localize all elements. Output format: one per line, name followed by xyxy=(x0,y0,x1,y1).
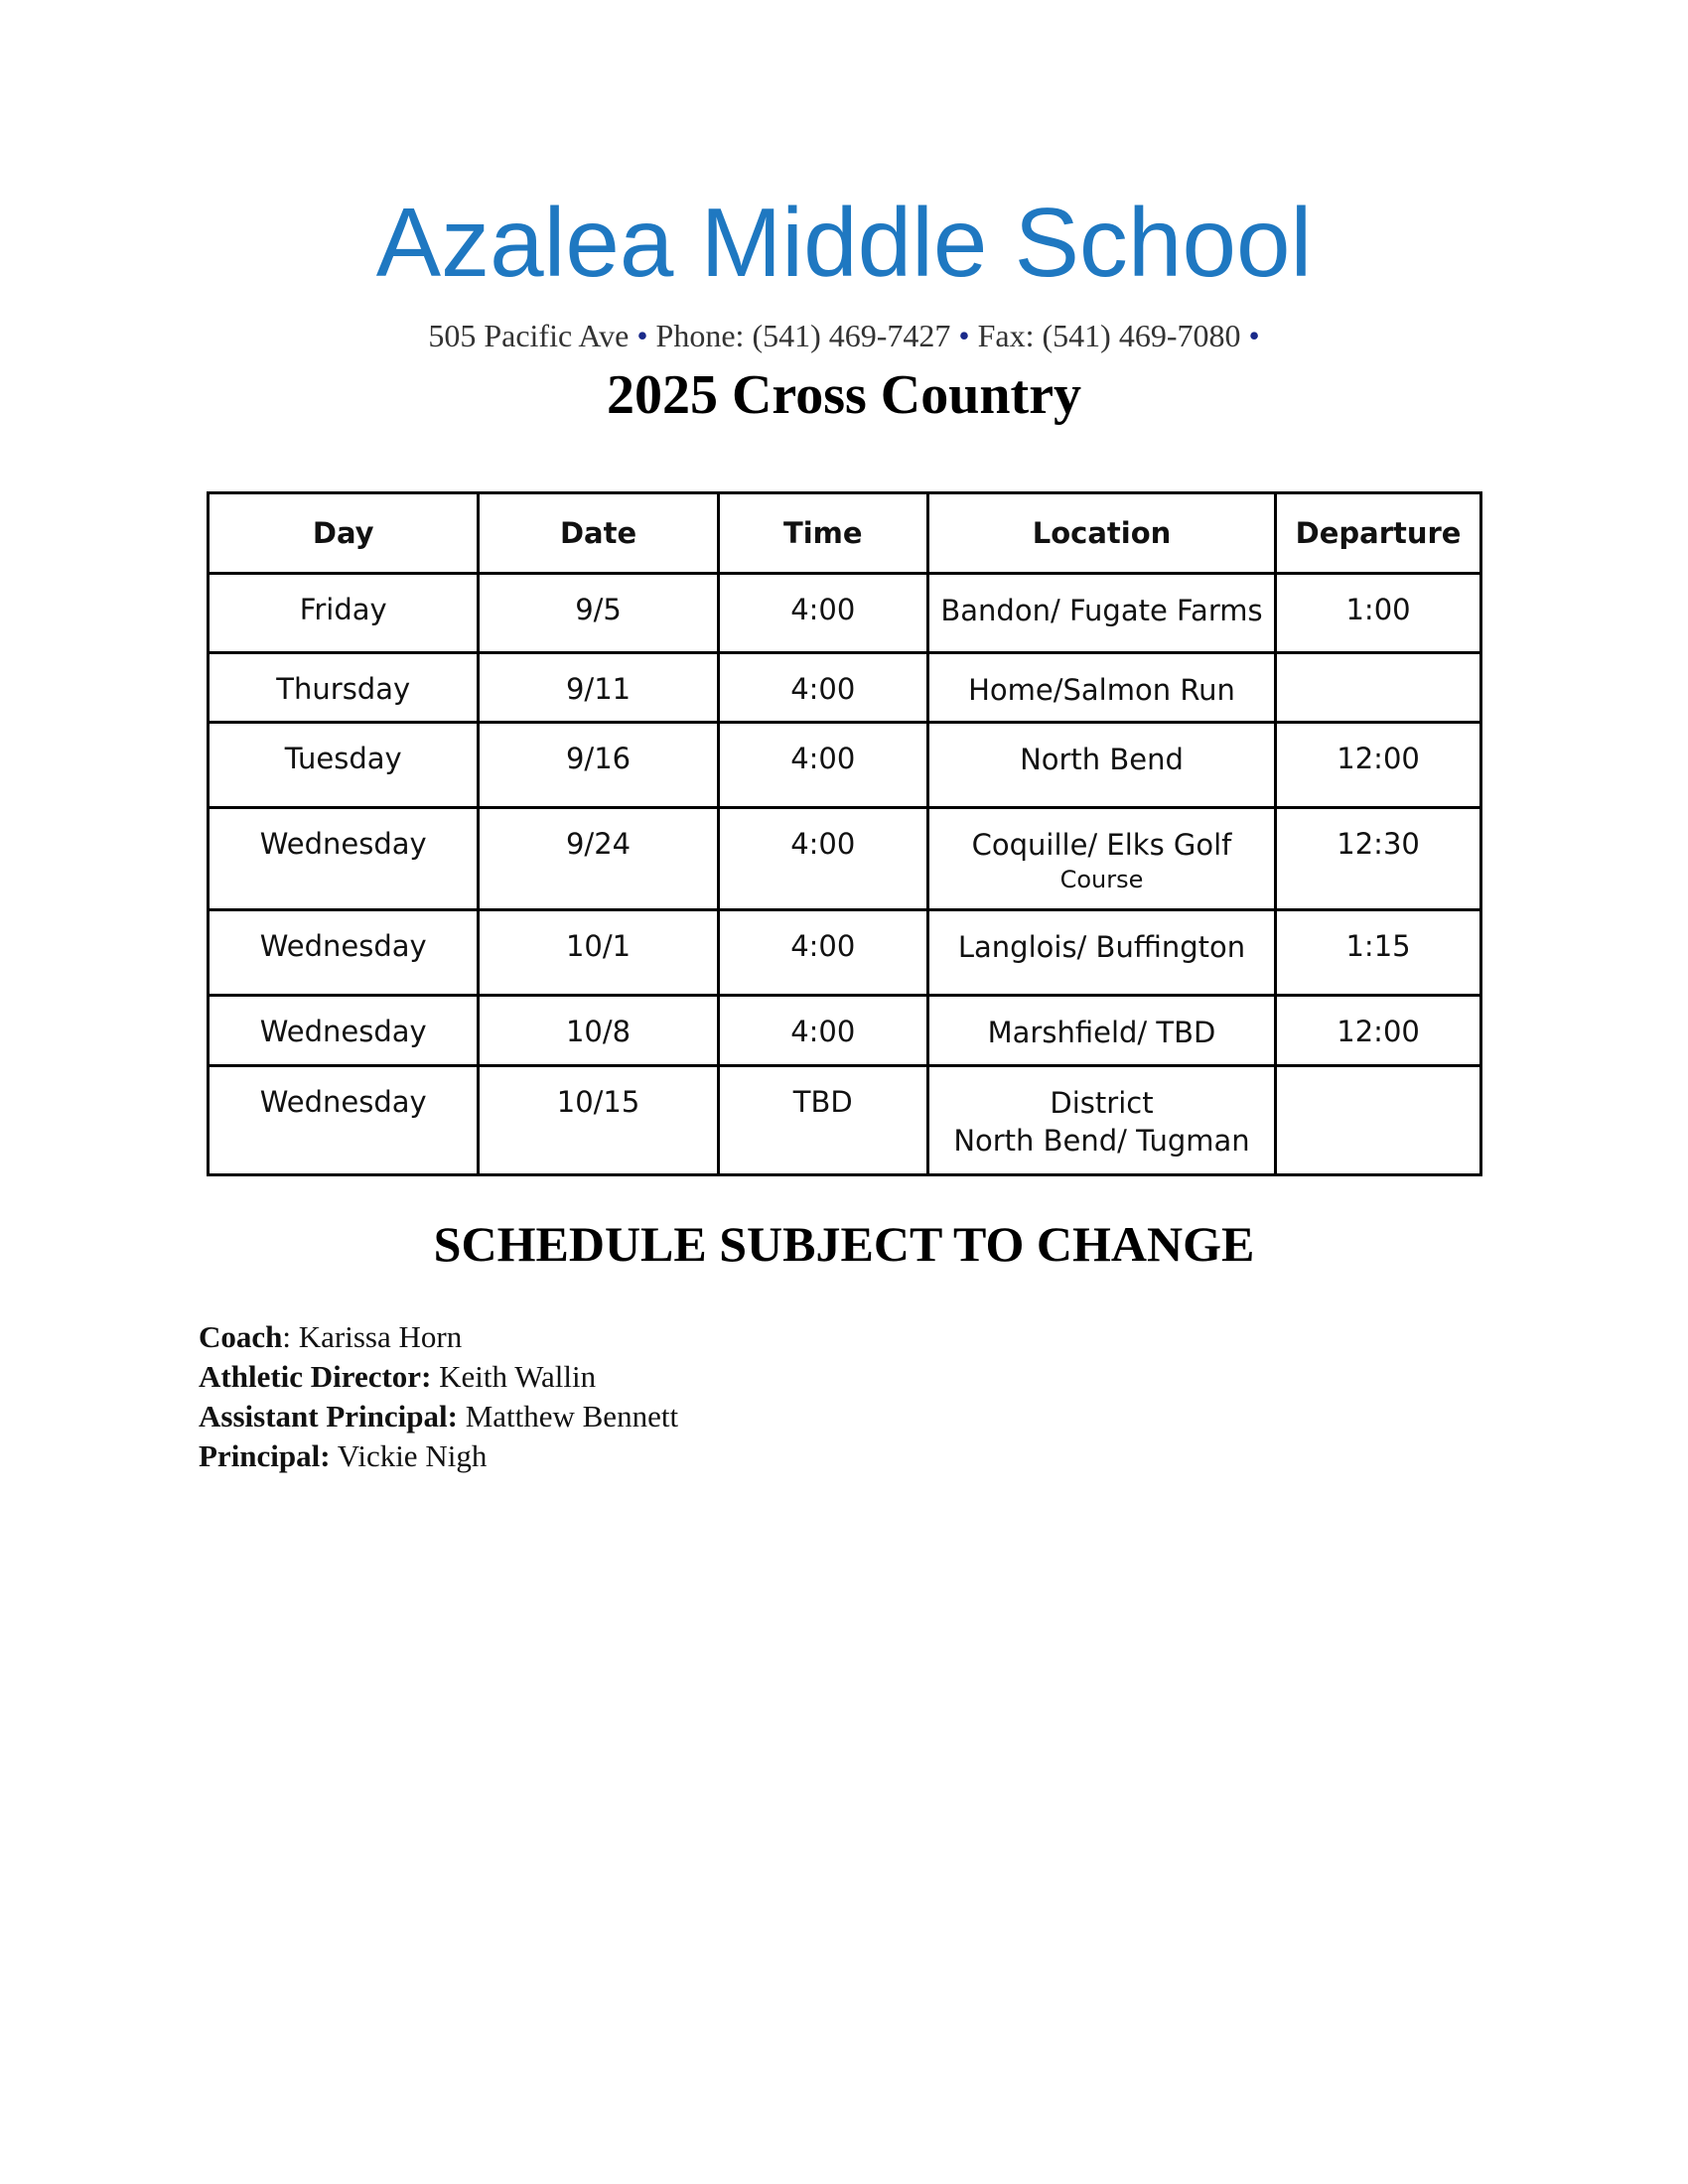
location-line: North Bend xyxy=(1020,743,1184,776)
cell-location xyxy=(927,574,1275,653)
staff-name: Keith Wallin xyxy=(431,1359,597,1394)
staff-label: Assistant Principal: xyxy=(199,1399,458,1433)
table-row xyxy=(209,910,1481,996)
location-line: Home/Salmon Run xyxy=(968,673,1235,707)
staff-line-assistant-principal xyxy=(199,1397,678,1436)
staff-name: Vickie Nigh xyxy=(330,1438,488,1473)
cell-time: 4:00 xyxy=(718,910,927,996)
table-row xyxy=(209,723,1481,808)
cell-departure xyxy=(1276,653,1481,723)
cell-departure: 12:00 xyxy=(1276,723,1481,808)
column-header-departure: Departure xyxy=(1276,493,1481,574)
staff-list xyxy=(199,1317,678,1476)
location-line: Coquille/ Elks Golf xyxy=(971,828,1232,862)
column-header-day: Day xyxy=(209,493,479,574)
separator-dot: • xyxy=(636,318,648,353)
staff-label: Coach xyxy=(199,1319,283,1354)
staff-name: Matthew Bennett xyxy=(457,1399,679,1433)
cell-day: Friday xyxy=(209,574,479,653)
table-row xyxy=(209,574,1481,653)
schedule-table xyxy=(207,491,1482,1176)
cell-day: Tuesday xyxy=(209,723,479,808)
location-line: District xyxy=(1050,1086,1154,1120)
cell-day: Wednesday xyxy=(209,808,479,910)
cell-location xyxy=(927,723,1275,808)
document-title: 2025 Cross Country xyxy=(606,364,1082,426)
cell-day: Wednesday xyxy=(209,1066,479,1175)
address-text: 505 Pacific Ave xyxy=(428,318,630,353)
cell-date: 10/8 xyxy=(479,996,718,1066)
staff-label: Principal: xyxy=(199,1438,331,1473)
table-row xyxy=(209,653,1481,723)
cell-time: 4:00 xyxy=(718,808,927,910)
cell-date: 9/24 xyxy=(479,808,718,910)
cell-departure: 12:00 xyxy=(1276,996,1481,1066)
table-header-row xyxy=(209,493,1481,574)
cell-day: Wednesday xyxy=(209,910,479,996)
location-line: Marshfield/ TBD xyxy=(987,1016,1216,1049)
phone-text: Phone: (541) 469-7427 xyxy=(655,318,951,353)
cell-location xyxy=(927,996,1275,1066)
table-row xyxy=(209,996,1481,1066)
cell-time: 4:00 xyxy=(718,996,927,1066)
table-row xyxy=(209,808,1481,910)
staff-line-athletic-director xyxy=(199,1357,678,1397)
staff-line-coach xyxy=(199,1317,678,1357)
cell-departure: 12:30 xyxy=(1276,808,1481,910)
staff-separator: : xyxy=(282,1319,292,1354)
column-header-location: Location xyxy=(927,493,1275,574)
cell-date: 9/5 xyxy=(479,574,718,653)
cell-time: TBD xyxy=(718,1066,927,1175)
staff-line-principal xyxy=(199,1436,678,1476)
cell-date: 10/15 xyxy=(479,1066,718,1175)
schedule-notice: SCHEDULE SUBJECT TO CHANGE xyxy=(433,1216,1255,1272)
staff-name: Karissa Horn xyxy=(291,1319,463,1354)
cell-location xyxy=(927,653,1275,723)
cell-departure xyxy=(1276,1066,1481,1175)
cell-time: 4:00 xyxy=(718,574,927,653)
column-header-date: Date xyxy=(479,493,718,574)
fax-text: Fax: (541) 469-7080 xyxy=(977,318,1241,353)
cell-time: 4:00 xyxy=(718,653,927,723)
cell-departure: 1:00 xyxy=(1276,574,1481,653)
location-line: Course xyxy=(1059,865,1144,893)
cell-date: 9/16 xyxy=(479,723,718,808)
table-row xyxy=(209,1066,1481,1175)
location-line: Langlois/ Buffington xyxy=(957,930,1246,964)
cell-location xyxy=(927,808,1275,910)
cell-location xyxy=(927,1066,1275,1175)
cell-departure: 1:15 xyxy=(1276,910,1481,996)
separator-dot: • xyxy=(958,318,970,353)
location-line: Bandon/ Fugate Farms xyxy=(940,594,1263,627)
cell-time: 4:00 xyxy=(718,723,927,808)
cell-day: Thursday xyxy=(209,653,479,723)
cell-date: 9/11 xyxy=(479,653,718,723)
staff-label: Athletic Director: xyxy=(199,1359,432,1394)
location-line: North Bend/ Tugman xyxy=(953,1123,1250,1158)
cell-day: Wednesday xyxy=(209,996,479,1066)
school-name: Azalea Middle School xyxy=(375,188,1313,297)
cell-date: 10/1 xyxy=(479,910,718,996)
contact-line xyxy=(0,320,1688,351)
separator-dot: • xyxy=(1248,318,1260,353)
column-header-time: Time xyxy=(718,493,927,574)
cell-location xyxy=(927,910,1275,996)
